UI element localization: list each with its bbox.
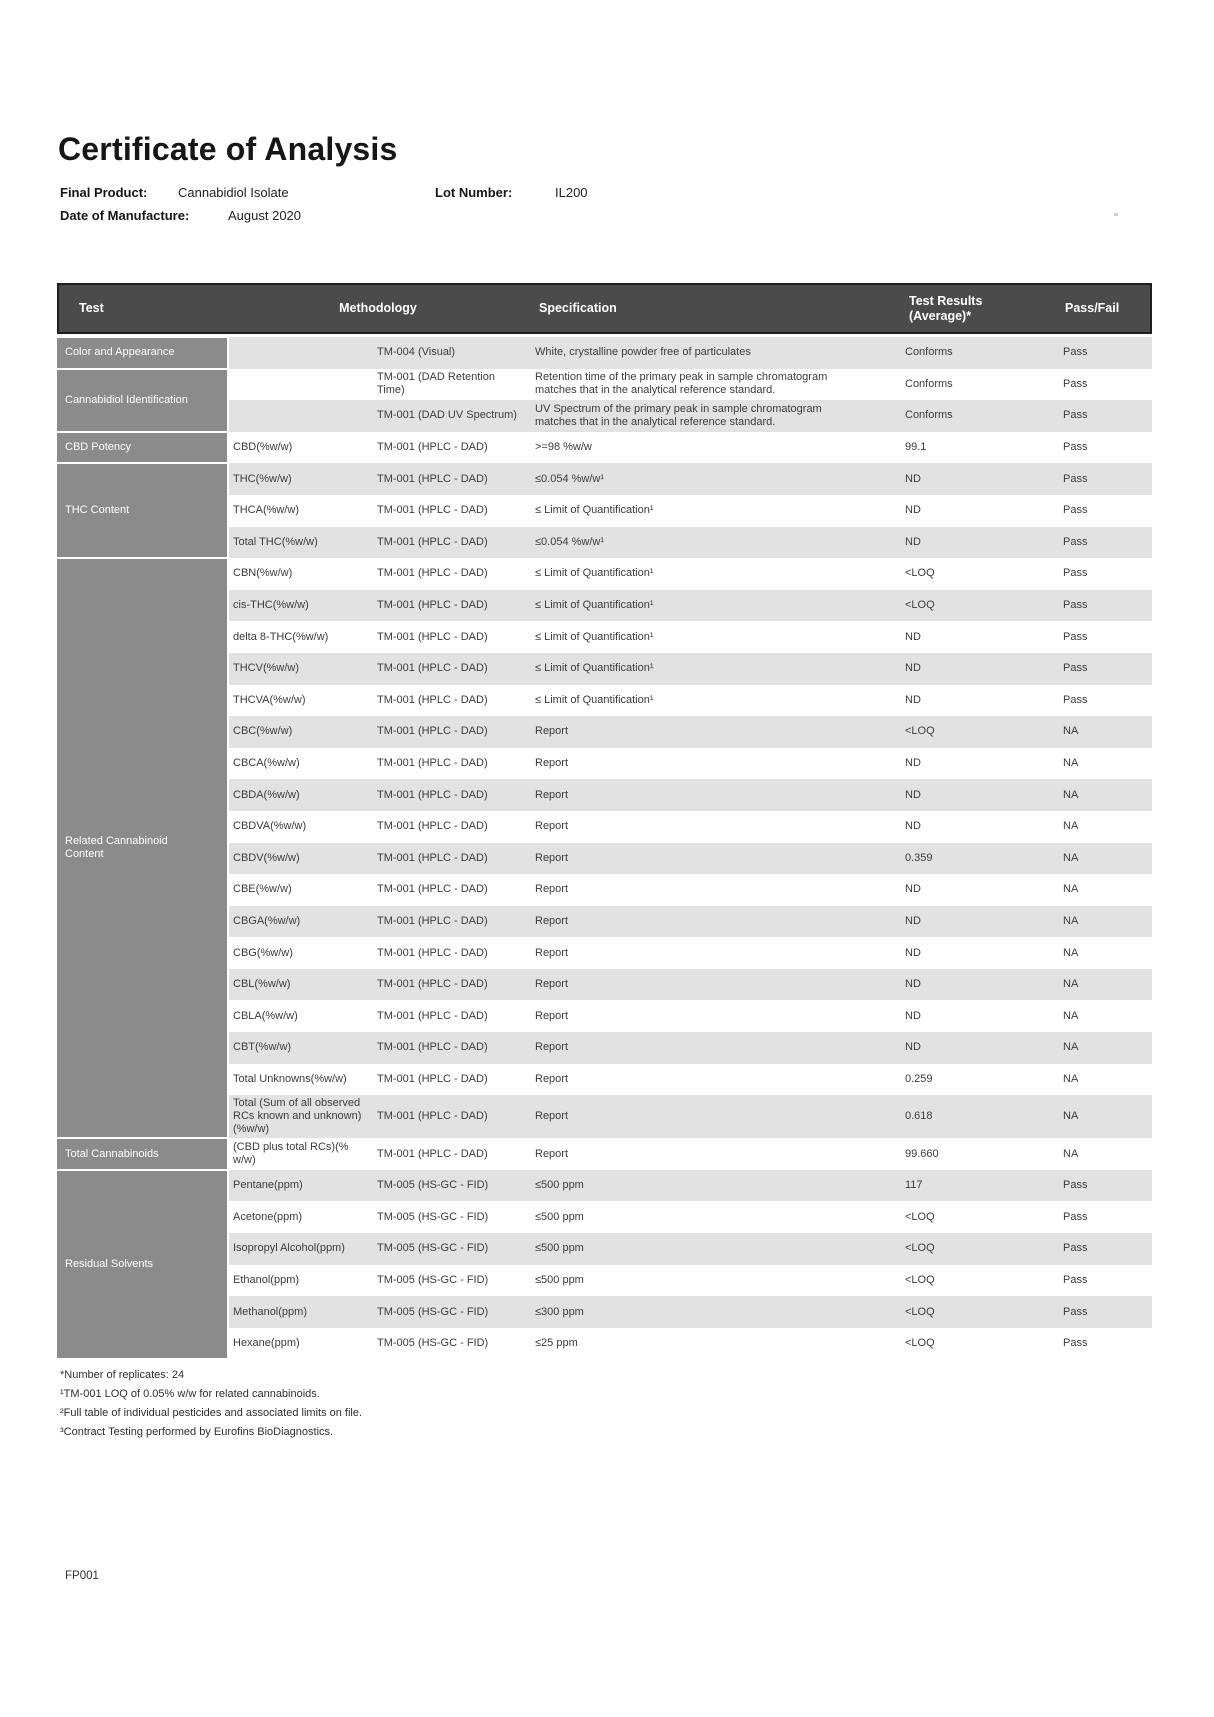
- methodology-cell: TM-001 (HPLC - DAD): [377, 946, 488, 959]
- table-row: [229, 716, 1152, 748]
- specification-cell: ≤ Limit of Quantification¹: [535, 693, 654, 706]
- analyte-cell: cis-THC(%w/w): [233, 599, 309, 612]
- specification-cell: ≤500 ppm: [535, 1242, 584, 1255]
- pass-fail-cell: Pass: [1063, 567, 1088, 580]
- methodology-cell: TM-001 (HPLC - DAD): [377, 788, 488, 801]
- specification-cell: Report: [535, 1072, 569, 1085]
- table-row: [229, 621, 1152, 653]
- column-header-test-results: Test Results (Average)*: [909, 293, 983, 323]
- pass-fail-cell: Pass: [1063, 1179, 1088, 1192]
- methodology-cell: TM-001 (HPLC - DAD): [377, 1147, 488, 1160]
- analyte-cell: Pentane(ppm): [233, 1179, 303, 1192]
- test-category-label: Residual Solvents: [65, 1258, 154, 1271]
- analysis-results-table: [57, 283, 1152, 1359]
- table-row: [229, 1138, 1152, 1170]
- analyte-cell: CBDV(%w/w): [233, 851, 300, 864]
- specification-cell: ≤500 ppm: [535, 1273, 584, 1286]
- specification-cell: Report: [535, 946, 569, 959]
- methodology-cell: TM-005 (HS-GC - FID): [377, 1337, 489, 1350]
- table-row: [229, 463, 1152, 495]
- test-category-cell: [57, 558, 229, 1138]
- pass-fail-cell: NA: [1063, 883, 1079, 896]
- test-result-cell: <LOQ: [905, 1273, 935, 1286]
- methodology-cell: TM-001 (HPLC - DAD): [377, 630, 488, 643]
- table-row: [229, 337, 1152, 369]
- methodology-cell: TM-001 (HPLC - DAD): [377, 693, 488, 706]
- methodology-cell: TM-001 (HPLC - DAD): [377, 472, 488, 485]
- scan-artifact: [1114, 213, 1118, 216]
- methodology-cell: TM-001 (HPLC - DAD): [377, 662, 488, 675]
- methodology-cell: TM-001 (HPLC - DAD): [377, 567, 488, 580]
- test-result-cell: 117: [905, 1179, 923, 1192]
- test-category-cell: [57, 1138, 229, 1170]
- table-row: [229, 653, 1152, 685]
- analyte-cell: CBCA(%w/w): [233, 757, 300, 770]
- specification-cell: ≤25 ppm: [535, 1337, 578, 1350]
- test-result-cell: 0.618: [905, 1110, 933, 1123]
- specification-cell: Report: [535, 1009, 569, 1022]
- table-row: [229, 1201, 1152, 1233]
- table-section: [57, 463, 1152, 558]
- lot-number-value: IL200: [555, 185, 588, 200]
- analyte-cell: CBG(%w/w): [233, 946, 293, 959]
- table-row: [229, 400, 1152, 432]
- specification-cell: Report: [535, 1041, 569, 1054]
- test-result-cell: ND: [905, 883, 921, 896]
- analyte-cell: CBN(%w/w): [233, 567, 293, 580]
- pass-fail-cell: NA: [1063, 1110, 1079, 1123]
- table-row: [229, 432, 1152, 464]
- analyte-cell: CBLA(%w/w): [233, 1009, 298, 1022]
- date-of-manufacture-value: August 2020: [228, 208, 302, 223]
- specification-cell: Report: [535, 757, 569, 770]
- specification-cell: Report: [535, 820, 569, 833]
- table-section: [57, 1170, 1152, 1360]
- test-category-cell: [57, 463, 229, 558]
- product-info-line-1: [60, 181, 1214, 204]
- specification-cell: Report: [535, 788, 569, 801]
- footnote: ¹TM-001 LOQ of 0.05% w/w for related cannabinoids.: [60, 1388, 320, 1401]
- test-result-cell: <LOQ: [905, 1337, 935, 1350]
- pass-fail-cell: NA: [1063, 725, 1079, 738]
- analyte-cell: THCA(%w/w): [233, 504, 299, 517]
- table-row: [229, 369, 1152, 401]
- analyte-cell: THCVA(%w/w): [233, 693, 306, 706]
- analyte-cell: CBGA(%w/w): [233, 914, 301, 927]
- table-section: [57, 432, 1152, 464]
- table-row: [229, 1095, 1152, 1138]
- specification-cell: Report: [535, 1147, 569, 1160]
- methodology-cell: TM-001 (HPLC - DAD): [377, 820, 488, 833]
- test-result-cell: <LOQ: [905, 599, 935, 612]
- methodology-cell: TM-001 (HPLC - DAD): [377, 883, 488, 896]
- test-result-cell: ND: [905, 693, 921, 706]
- test-result-cell: ND: [905, 1009, 921, 1022]
- test-result-cell: ND: [905, 820, 921, 833]
- table-row: [229, 685, 1152, 717]
- methodology-cell: TM-001 (HPLC - DAD): [377, 725, 488, 738]
- test-result-cell: <LOQ: [905, 567, 935, 580]
- footnote: ²Full table of individual pesticides and associated limits on file.: [60, 1407, 363, 1420]
- test-category-cell: [57, 432, 229, 464]
- table-row: [229, 937, 1152, 969]
- specification-cell: Report: [535, 914, 569, 927]
- pass-fail-cell: Pass: [1063, 1242, 1088, 1255]
- pass-fail-cell: Pass: [1063, 441, 1088, 454]
- test-result-cell: 99.1: [905, 441, 927, 454]
- test-result-cell: ND: [905, 1041, 921, 1054]
- methodology-cell: TM-001 (HPLC - DAD): [377, 441, 488, 454]
- analyte-cell: CBDVA(%w/w): [233, 820, 307, 833]
- test-result-cell: ND: [905, 472, 921, 485]
- pass-fail-cell: Pass: [1063, 1210, 1088, 1223]
- analyte-cell: THC(%w/w): [233, 472, 292, 485]
- product-info: [60, 181, 1214, 227]
- test-result-cell: ND: [905, 978, 921, 991]
- specification-cell: ≤300 ppm: [535, 1305, 584, 1318]
- methodology-cell: TM-005 (HS-GC - FID): [377, 1179, 489, 1192]
- pass-fail-cell: Pass: [1063, 1337, 1088, 1350]
- table-row: [229, 1265, 1152, 1297]
- analyte-cell: Total (Sum of all observed RCs known and unknown) (%w/w): [233, 1097, 362, 1136]
- table-row: [229, 1170, 1152, 1202]
- analyte-cell: delta 8-THC(%w/w): [233, 630, 329, 643]
- table-row: [229, 874, 1152, 906]
- table-row: [229, 779, 1152, 811]
- methodology-cell: TM-001 (HPLC - DAD): [377, 914, 488, 927]
- pass-fail-cell: Pass: [1063, 472, 1088, 485]
- specification-cell: ≤0.054 %w/w¹: [535, 472, 605, 485]
- pass-fail-cell: Pass: [1063, 377, 1088, 390]
- table-row: [229, 843, 1152, 875]
- specification-cell: UV Spectrum of the primary peak in sample chromatogram matches that in the analytical reference standard.: [535, 402, 822, 428]
- test-result-cell: ND: [905, 914, 921, 927]
- pass-fail-cell: NA: [1063, 1072, 1079, 1085]
- methodology-cell: TM-005 (HS-GC - FID): [377, 1242, 489, 1255]
- methodology-cell: TM-001 (HPLC - DAD): [377, 757, 488, 770]
- specification-cell: ≤ Limit of Quantification¹: [535, 504, 654, 517]
- pass-fail-cell: NA: [1063, 820, 1079, 833]
- test-category-cell: [57, 337, 229, 369]
- date-of-manufacture-label: Date of Manufacture:: [60, 208, 190, 223]
- analyte-cell: THCV(%w/w): [233, 662, 299, 675]
- specification-cell: Report: [535, 978, 569, 991]
- pass-fail-cell: Pass: [1063, 662, 1088, 675]
- analyte-cell: CBL(%w/w): [233, 978, 291, 991]
- test-result-cell: 0.259: [905, 1072, 933, 1085]
- column-header-pass-fail: Pass/Fail: [1065, 301, 1120, 315]
- pass-fail-cell: NA: [1063, 946, 1079, 959]
- test-category-label: CBD Potency: [65, 441, 132, 454]
- test-result-cell: ND: [905, 946, 921, 959]
- specification-cell: White, crystalline powder free of particulates: [535, 346, 751, 359]
- final-product-value: Cannabidiol Isolate: [178, 185, 289, 200]
- methodology-cell: TM-005 (HS-GC - FID): [377, 1210, 489, 1223]
- column-header-methodology: Methodology: [339, 301, 417, 315]
- table-row: [229, 590, 1152, 622]
- test-category-cell: [57, 1170, 229, 1360]
- specification-cell: ≤ Limit of Quantification¹: [535, 599, 654, 612]
- footnotes: [60, 1366, 1214, 1442]
- test-result-cell: <LOQ: [905, 1242, 935, 1255]
- pass-fail-cell: Pass: [1063, 1273, 1088, 1286]
- test-category-label: Related Cannabinoid Content: [65, 835, 168, 861]
- specification-cell: Report: [535, 883, 569, 896]
- pass-fail-cell: NA: [1063, 1041, 1079, 1054]
- pass-fail-cell: NA: [1063, 788, 1079, 801]
- pass-fail-cell: Pass: [1063, 599, 1088, 612]
- table-row: [229, 1296, 1152, 1328]
- table-body: [57, 337, 1152, 1359]
- test-category-label: Cannabidiol Identification: [65, 393, 188, 406]
- specification-cell: ≤500 ppm: [535, 1210, 584, 1223]
- test-category-label: Total Cannabinoids: [65, 1147, 159, 1160]
- methodology-cell: TM-005 (HS-GC - FID): [377, 1273, 489, 1286]
- table-row: [229, 1000, 1152, 1032]
- specification-cell: Report: [535, 725, 569, 738]
- methodology-cell: TM-001 (HPLC - DAD): [377, 851, 488, 864]
- pass-fail-cell: Pass: [1063, 504, 1088, 517]
- methodology-cell: TM-001 (HPLC - DAD): [377, 535, 488, 548]
- test-result-cell: ND: [905, 662, 921, 675]
- methodology-cell: TM-001 (DAD Retention Time): [377, 371, 495, 397]
- test-result-cell: 99.660: [905, 1147, 939, 1160]
- pass-fail-cell: Pass: [1063, 409, 1088, 422]
- methodology-cell: TM-001 (HPLC - DAD): [377, 504, 488, 517]
- analyte-cell: Total Unknowns(%w/w): [233, 1072, 347, 1085]
- final-product-label: Final Product:: [60, 185, 148, 200]
- specification-cell: ≤ Limit of Quantification¹: [535, 630, 654, 643]
- table-section: [57, 558, 1152, 1138]
- pass-fail-cell: NA: [1063, 757, 1079, 770]
- pass-fail-cell: Pass: [1063, 346, 1088, 359]
- table-row: [229, 748, 1152, 780]
- table-row: [229, 1064, 1152, 1096]
- lot-number-label: Lot Number:: [435, 185, 513, 200]
- table-row: [229, 527, 1152, 559]
- table-row: [229, 1233, 1152, 1265]
- analyte-cell: CBDA(%w/w): [233, 788, 300, 801]
- methodology-cell: TM-001 (HPLC - DAD): [377, 978, 488, 991]
- test-result-cell: Conforms: [905, 346, 953, 359]
- analyte-cell: Total THC(%w/w): [233, 535, 318, 548]
- analyte-cell: CBD(%w/w): [233, 441, 293, 454]
- table-section: [57, 1138, 1152, 1170]
- methodology-cell: TM-001 (HPLC - DAD): [377, 1009, 488, 1022]
- pass-fail-cell: Pass: [1063, 535, 1088, 548]
- analyte-cell: (CBD plus total RCs)(% w/w): [233, 1141, 349, 1167]
- methodology-cell: TM-001 (DAD UV Spectrum): [377, 409, 517, 422]
- pass-fail-cell: NA: [1063, 978, 1079, 991]
- footnote: *Number of replicates: 24: [60, 1369, 185, 1382]
- specification-cell: Report: [535, 1110, 569, 1123]
- pass-fail-cell: NA: [1063, 914, 1079, 927]
- methodology-cell: TM-001 (HPLC - DAD): [377, 1110, 488, 1123]
- test-result-cell: ND: [905, 757, 921, 770]
- table-section: [57, 369, 1152, 432]
- table-header-row: [57, 283, 1152, 334]
- form-code: FP001: [65, 1570, 99, 1583]
- analyte-cell: Methanol(ppm): [233, 1305, 307, 1318]
- test-result-cell: <LOQ: [905, 1210, 935, 1223]
- pass-fail-cell: Pass: [1063, 630, 1088, 643]
- methodology-cell: TM-001 (HPLC - DAD): [377, 1072, 488, 1085]
- page-title: Certificate of Analysis: [58, 131, 398, 167]
- test-category-cell: [57, 369, 229, 432]
- footnote: ³Contract Testing performed by Eurofins BioDiagnostics.: [60, 1426, 334, 1439]
- test-result-cell: ND: [905, 788, 921, 801]
- test-result-cell: 0.359: [905, 851, 933, 864]
- pass-fail-cell: Pass: [1063, 693, 1088, 706]
- methodology-cell: TM-005 (HS-GC - FID): [377, 1305, 489, 1318]
- product-info-line-2: [60, 204, 1214, 227]
- pass-fail-cell: Pass: [1063, 1305, 1088, 1318]
- specification-cell: ≤ Limit of Quantification¹: [535, 662, 654, 675]
- methodology-cell: TM-004 (Visual): [377, 346, 456, 359]
- column-header-test: Test: [79, 301, 104, 315]
- test-category-label: THC Content: [65, 504, 130, 517]
- analyte-cell: CBE(%w/w): [233, 883, 292, 896]
- table-section: [57, 337, 1152, 369]
- test-result-cell: <LOQ: [905, 1305, 935, 1318]
- specification-cell: ≤500 ppm: [535, 1179, 584, 1192]
- specification-cell: ≤ Limit of Quantification¹: [535, 567, 654, 580]
- test-result-cell: <LOQ: [905, 725, 935, 738]
- specification-cell: Retention time of the primary peak in sample chromatogram matches that in the analytical reference standard.: [535, 371, 828, 397]
- table-row: [229, 1328, 1152, 1360]
- column-header-specification: Specification: [539, 301, 617, 315]
- specification-cell: ≤0.054 %w/w¹: [535, 535, 605, 548]
- analyte-cell: Ethanol(ppm): [233, 1273, 300, 1286]
- test-result-cell: ND: [905, 535, 921, 548]
- analyte-cell: CBC(%w/w): [233, 725, 293, 738]
- pass-fail-cell: NA: [1063, 1147, 1079, 1160]
- methodology-cell: TM-001 (HPLC - DAD): [377, 1041, 488, 1054]
- test-result-cell: Conforms: [905, 377, 953, 390]
- specification-cell: >=98 %w/w: [535, 441, 592, 454]
- table-row: [229, 1032, 1152, 1064]
- table-row: [229, 811, 1152, 843]
- table-row: [229, 495, 1152, 527]
- methodology-cell: TM-001 (HPLC - DAD): [377, 599, 488, 612]
- table-row: [229, 558, 1152, 590]
- table-row: [229, 969, 1152, 1001]
- test-result-cell: Conforms: [905, 409, 953, 422]
- analyte-cell: CBT(%w/w): [233, 1041, 292, 1054]
- pass-fail-cell: NA: [1063, 851, 1079, 864]
- table-row: [229, 906, 1152, 938]
- test-category-label: Color and Appearance: [65, 346, 175, 359]
- test-result-cell: ND: [905, 630, 921, 643]
- analyte-cell: Hexane(ppm): [233, 1337, 300, 1350]
- pass-fail-cell: NA: [1063, 1009, 1079, 1022]
- test-result-cell: ND: [905, 504, 921, 517]
- analyte-cell: Acetone(ppm): [233, 1210, 303, 1223]
- analyte-cell: Isopropyl Alcohol(ppm): [233, 1242, 345, 1255]
- specification-cell: Report: [535, 851, 569, 864]
